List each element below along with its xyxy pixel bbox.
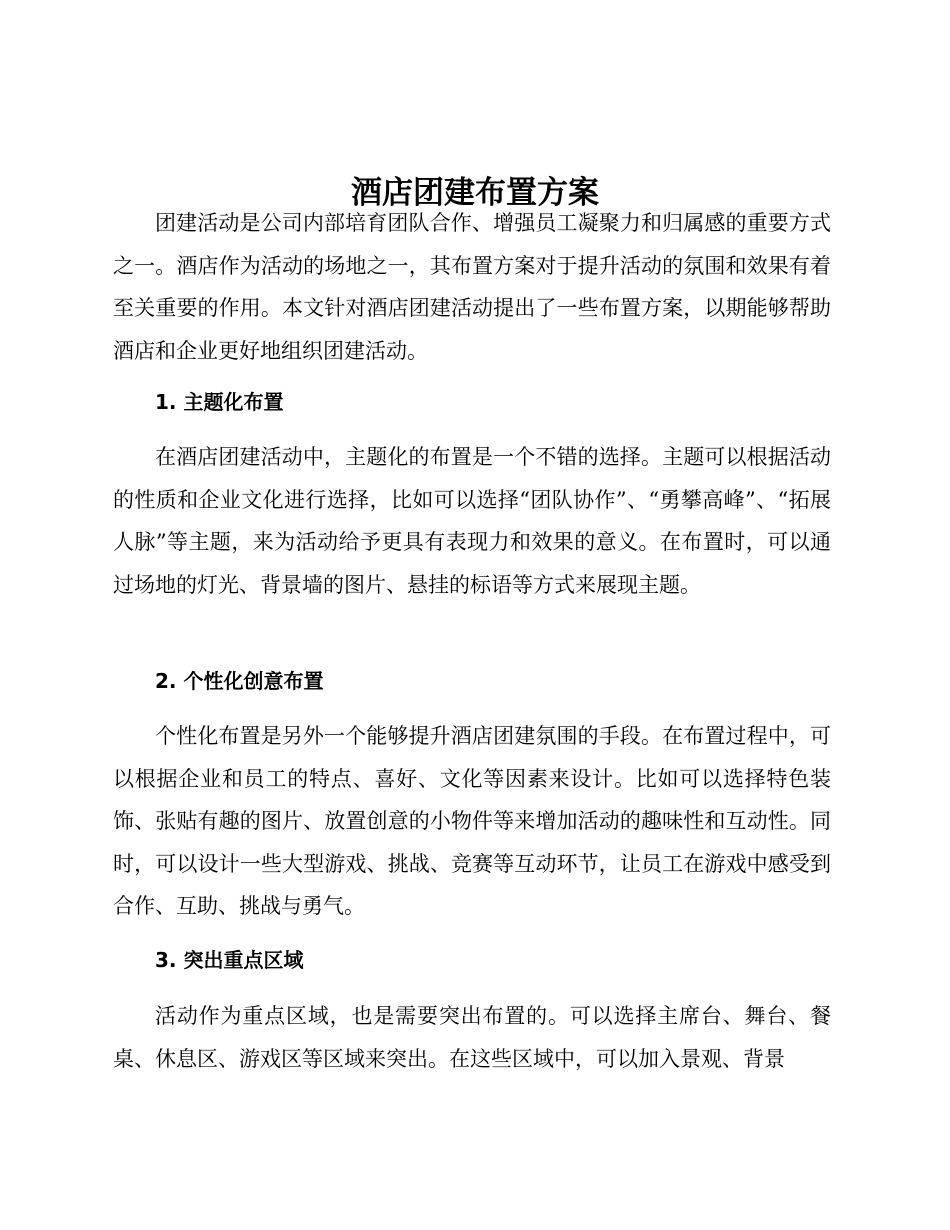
section-body-key-areas: 活动作为重点区域，也是需要突出布置的。可以选择主席台、舞台、餐桌、休息区、游戏区等区域来突出。在这些区域中，可以加入景观、背景 bbox=[113, 1004, 831, 1071]
section-body-theme: 在酒店团建活动中，主题化的布置是一个不错的选择。主题可以根据活动的性质和企业文化进行选择，比如可以选择“团队协作”、“勇攀高峰”、“拓展人脉”等主题，来为活动给予更具有表现力和效果的意义。在布置时，可以通过场地的灯光、背景墙的图片、悬挂的标语等方式来展现主题。 bbox=[113, 445, 831, 597]
document-title: 酒店团建布置方案 bbox=[351, 174, 599, 211]
intro-paragraph: 团建活动是公司内部培育团队合作、增强员工凝聚力和归属感的重要方式之一。酒店作为活动的场地之一，其布置方案对于提升活动的氛围和效果有着至关重要的作用。本文针对酒店团建活动提出了一些布置方案，以期能够帮助酒店和企业更好地组织团建活动。 bbox=[113, 211, 831, 363]
section-heading-key-areas: 3. 突出重点区域 bbox=[155, 948, 304, 972]
section-body-personalized: 个性化布置是另外一个能够提升酒店团建氛围的手段。在布置过程中，可以根据企业和员工的特点、喜好、文化等因素来设计。比如可以选择特色装饰、张贴有趣的图片、放置创意的小物件等来增加活动的趣味性和互动性。同时，可以设计一些大型游戏、挑战、竞赛等互动环节，让员工在游戏中感受到合作、互助、挑战与勇气。 bbox=[113, 724, 831, 918]
section-heading-theme: 1. 主题化布置 bbox=[155, 390, 284, 414]
section-heading-personalized: 2. 个性化创意布置 bbox=[155, 669, 324, 693]
